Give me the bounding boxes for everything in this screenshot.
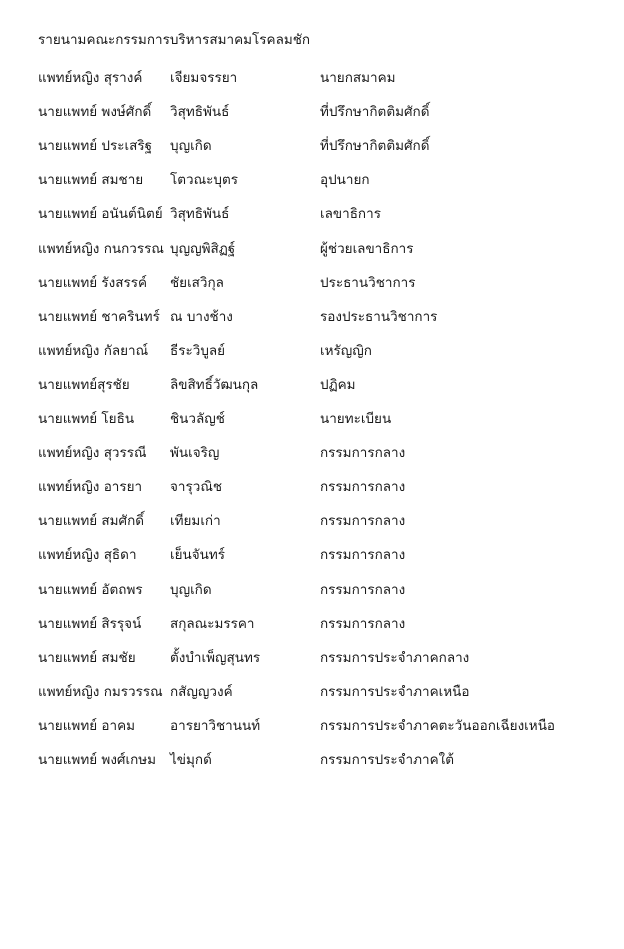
member-row [0, 68, 624, 88]
member-position: กรรมการประจำภาคเหนือ [320, 683, 470, 700]
member-surname: โตวณะบุตร [170, 172, 238, 189]
member-name: นายแพทย์ สมชัย [38, 649, 136, 666]
member-row [0, 580, 624, 600]
member-surname: วิสุทธิพันธ์ [170, 206, 230, 223]
member-position: กรรมการกลาง [320, 513, 406, 530]
member-surname: เจียมจรรยา [170, 70, 238, 86]
member-position: กรรมการกลาง [320, 615, 406, 632]
member-position: ประธานวิชาการ [320, 274, 416, 291]
member-surname: จารุวณิช [170, 479, 223, 496]
member-surname: ณ บางช้าง [170, 308, 233, 325]
member-surname: สกุลณะมรรคา [170, 615, 255, 632]
member-surname: บุญเกิด [170, 581, 212, 598]
member-row [0, 682, 624, 702]
member-row [0, 204, 624, 224]
member-surname: บุญญพิสิฏฐ์ [170, 240, 236, 257]
member-surname: กสัญญวงค์ [170, 683, 233, 700]
member-name: นายแพทย์ สมชาย [38, 172, 144, 189]
member-name: นายแพทย์ สมศักดิ์ [38, 513, 145, 530]
member-surname: ธีระวิบูลย์ [170, 342, 226, 359]
member-name: นายแพทย์ ชาครินทร์ [38, 308, 160, 325]
member-surname: ชินวลัญช์ [170, 411, 225, 427]
member-row [0, 614, 624, 634]
member-surname: เย็นจันทร์ [170, 547, 226, 564]
member-row [0, 102, 624, 122]
member-position: กรรมการกลาง [320, 581, 406, 598]
member-position: เหรัญญิก [320, 342, 372, 359]
member-position: กรรมการประจำภาคตะวันออกเฉียงเหนือ [320, 717, 556, 734]
member-position: กรรมการประจำภาคใต้ [320, 752, 455, 768]
member-row [0, 511, 624, 531]
member-name: นายแพทย์ พงศ์เกษม [38, 752, 157, 768]
member-name: นายแพทย์ โยธิน [38, 411, 135, 427]
member-row [0, 648, 624, 668]
member-position: กรรมการกลาง [320, 547, 406, 564]
member-position: กรรมการกลาง [320, 479, 406, 496]
member-row [0, 273, 624, 293]
member-name: นายแพทย์ ประเสริฐ [38, 138, 153, 155]
member-name: แพทย์หญิง สุรางค์ [38, 70, 143, 86]
member-surname: ไข่มุกด์ [170, 752, 212, 768]
member-position: ปฏิคม [320, 376, 356, 393]
member-name: นายแพทย์ อัตถพร [38, 581, 143, 598]
member-name: แพทย์หญิง กัลยาณ์ [38, 342, 149, 359]
member-position: รองประธานวิชาการ [320, 308, 438, 325]
member-position: นายทะเบียน [320, 411, 392, 427]
member-row [0, 239, 624, 259]
member-position: กรรมการกลาง [320, 445, 406, 462]
member-name: นายแพทย์ พงษ์ศักดิ์ [38, 104, 152, 121]
member-name: นายแพทย์ อาคม [38, 717, 136, 734]
member-row [0, 750, 624, 770]
member-row [0, 307, 624, 327]
member-surname: พันเจริญ [170, 445, 220, 462]
member-row [0, 443, 624, 463]
member-name: แพทย์หญิง กมรวรรณ [38, 683, 163, 700]
member-surname: อารยาวิชานนท์ [170, 717, 261, 734]
member-name: นายแพทย์ รังสรรค์ [38, 274, 148, 291]
member-name: แพทย์หญิง สุธิดา [38, 547, 137, 564]
member-position: ผู้ช่วยเลขาธิการ [320, 240, 414, 257]
member-row [0, 341, 624, 361]
member-row [0, 545, 624, 565]
member-row [0, 477, 624, 497]
member-position: เลขาธิการ [320, 206, 381, 223]
member-name: นายแพทย์สุรชัย [38, 376, 130, 393]
member-position: อุปนายก [320, 172, 370, 189]
member-surname: ลิขสิทธิ์วัฒนกุล [170, 376, 259, 393]
member-row [0, 375, 624, 395]
document-title: รายนามคณะกรรมการบริหารสมาคมโรคลมชัก [38, 32, 311, 48]
member-position: ที่ปรึกษากิตติมศักดิ์ [320, 138, 430, 155]
member-surname: เทียมเก่า [170, 513, 221, 530]
member-name: นายแพทย์ อนันต์นิตย์ [38, 206, 163, 223]
member-name: แพทย์หญิง สุวรรณี [38, 445, 147, 462]
member-row [0, 716, 624, 736]
member-position: นายกสมาคม [320, 70, 396, 86]
member-name: แพทย์หญิง กนกวรรณ [38, 240, 164, 257]
member-name: นายแพทย์ สิรรุจน์ [38, 615, 142, 632]
member-surname: บุญเกิด [170, 138, 212, 155]
member-surname: ชัยเสวิกุล [170, 274, 224, 291]
member-position: กรรมการประจำภาคกลาง [320, 649, 470, 666]
member-position: ที่ปรึกษากิตติมศักดิ์ [320, 104, 430, 121]
member-surname: วิสุทธิพันธ์ [170, 104, 230, 121]
member-row [0, 136, 624, 156]
member-surname: ตั้งบำเพ็ญสุนทร [170, 649, 261, 666]
member-row [0, 409, 624, 429]
member-row [0, 170, 624, 190]
member-name: แพทย์หญิง อารยา [38, 479, 143, 496]
